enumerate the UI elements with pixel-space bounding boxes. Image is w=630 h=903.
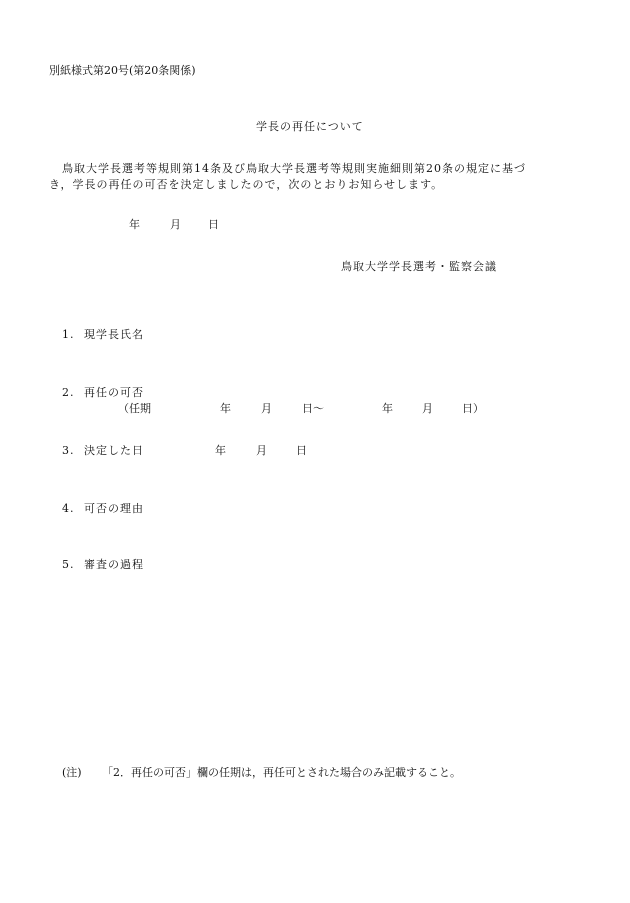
item-number: 1. (62, 328, 75, 341)
form-number: 別紙様式第20号(第20条関係) (49, 64, 196, 77)
item-number: 2. (62, 386, 75, 399)
item-number: 4. (62, 502, 75, 515)
term-open: （任期 (118, 402, 151, 415)
document-title: 学長の再任について (256, 120, 364, 133)
issuer: 鳥取大学学長選考・監察会議 (341, 260, 497, 273)
decided-day: 日 (296, 444, 307, 457)
item-5 (62, 558, 144, 572)
item-label: 審査の過程 (84, 558, 144, 571)
term-year-2: 年 (382, 402, 393, 415)
date-year: 年 (129, 218, 140, 231)
term-month-1: 月 (261, 402, 272, 415)
note-label: (注) (62, 766, 82, 779)
decided-year: 年 (215, 444, 226, 457)
item-number: 5. (62, 558, 75, 571)
decided-month: 月 (256, 444, 267, 457)
item-label: 再任の可否 (84, 386, 144, 399)
term-year-1: 年 (220, 402, 231, 415)
item-label: 決定した日 (84, 444, 144, 457)
body-line-2: き，学長の再任の可否を決定しましたので，次のとおりお知らせします。 (49, 178, 444, 191)
item-4 (62, 502, 144, 516)
term-day-1: 日～ (302, 402, 324, 415)
note-text: 「2．再任の可否」欄の任期は，再任可とされた場合のみ記載すること。 (102, 766, 461, 779)
item-label: 現学長氏名 (84, 328, 144, 341)
term-month-2: 月 (422, 402, 433, 415)
item-1 (62, 328, 144, 342)
date-month: 月 (170, 218, 181, 231)
item-3 (62, 444, 144, 458)
item-number: 3. (62, 444, 75, 457)
item-label: 可否の理由 (84, 502, 144, 515)
item-2 (62, 386, 144, 400)
body-line-1: 鳥取大学長選考等規則第14条及び鳥取大学長選考等規則実施細則第20条の規定に基づ (62, 162, 526, 175)
date-day: 日 (208, 218, 219, 231)
term-day-2: 日） (462, 402, 484, 415)
